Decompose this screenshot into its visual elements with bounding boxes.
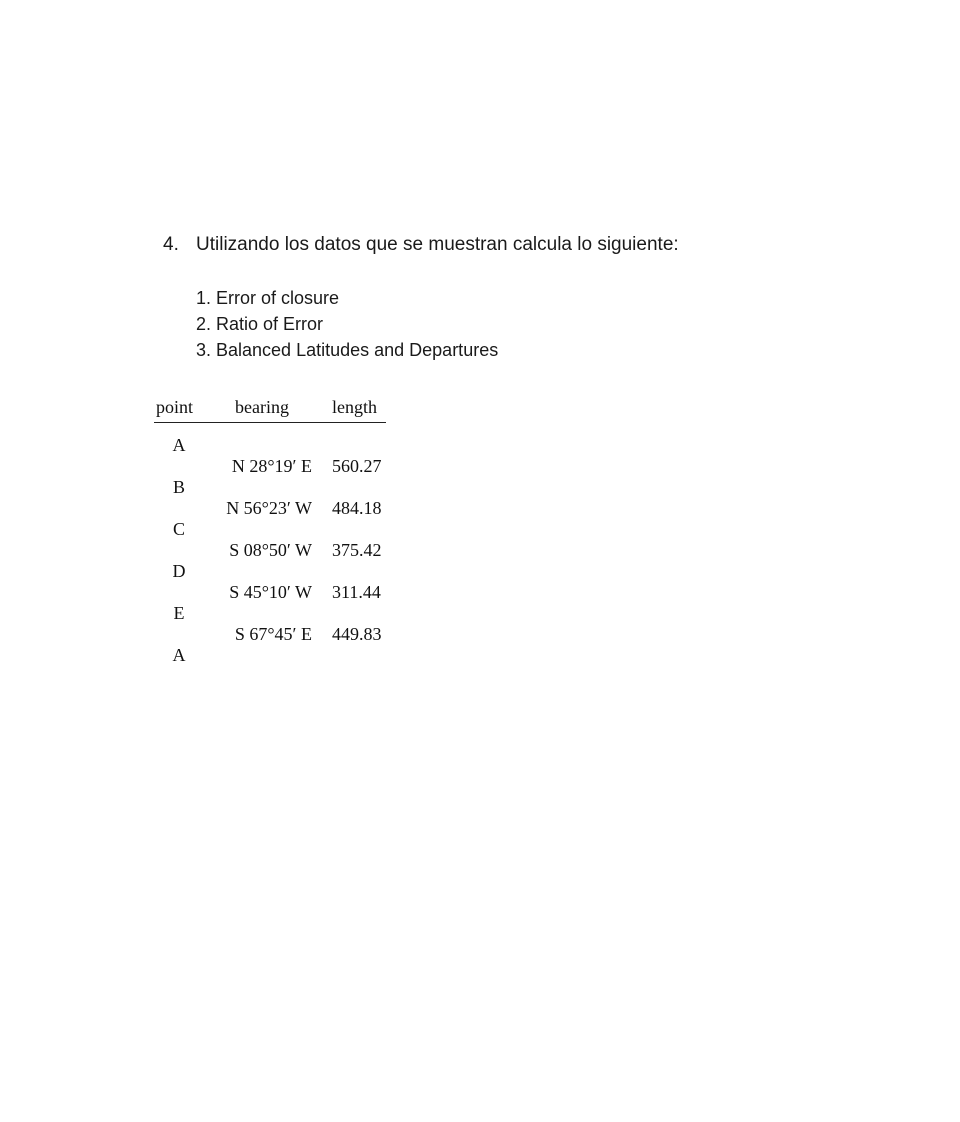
task-item-ratio-of-error: 2. Ratio of Error [196,314,324,334]
course-bearing: N 56°23′ W [226,498,312,518]
header-rule [154,422,386,423]
header-point: point [156,397,194,417]
question-number: 4. [163,234,179,255]
point-label: D [172,561,186,581]
point-label: A [172,435,186,455]
question-statement [163,232,679,258]
point-label: B [172,477,185,497]
point-label: E [173,603,185,623]
header-length: length [332,397,377,417]
course-bearing: S 67°45′ E [234,624,312,644]
course-row [154,455,390,477]
course-row [154,623,390,645]
course-length: 311.44 [332,582,381,602]
course-bearing: S 08°50′ W [229,540,312,560]
task-list [196,285,498,363]
task-item-balanced-latitudes: 3. Balanced Latitudes and Departures [196,340,499,360]
course-bearing: N 28°19′ E [231,456,312,476]
course-bearing: S 45°10′ W [229,582,312,602]
course-row [154,581,390,603]
question-text: Utilizando los datos que se muestran calcula lo siguiente: [196,234,679,255]
course-length: 560.27 [332,456,382,476]
course-row [154,497,390,519]
header-bearing: bearing [235,397,289,417]
traverse-table [154,392,390,672]
course-length: 449.83 [332,624,382,644]
course-length: 484.18 [332,498,382,518]
course-length: 375.42 [332,540,382,560]
task-item-error-of-closure: 1. Error of closure [196,288,340,308]
point-label: A [172,645,186,665]
course-row [154,539,390,561]
point-label: C [172,519,185,539]
